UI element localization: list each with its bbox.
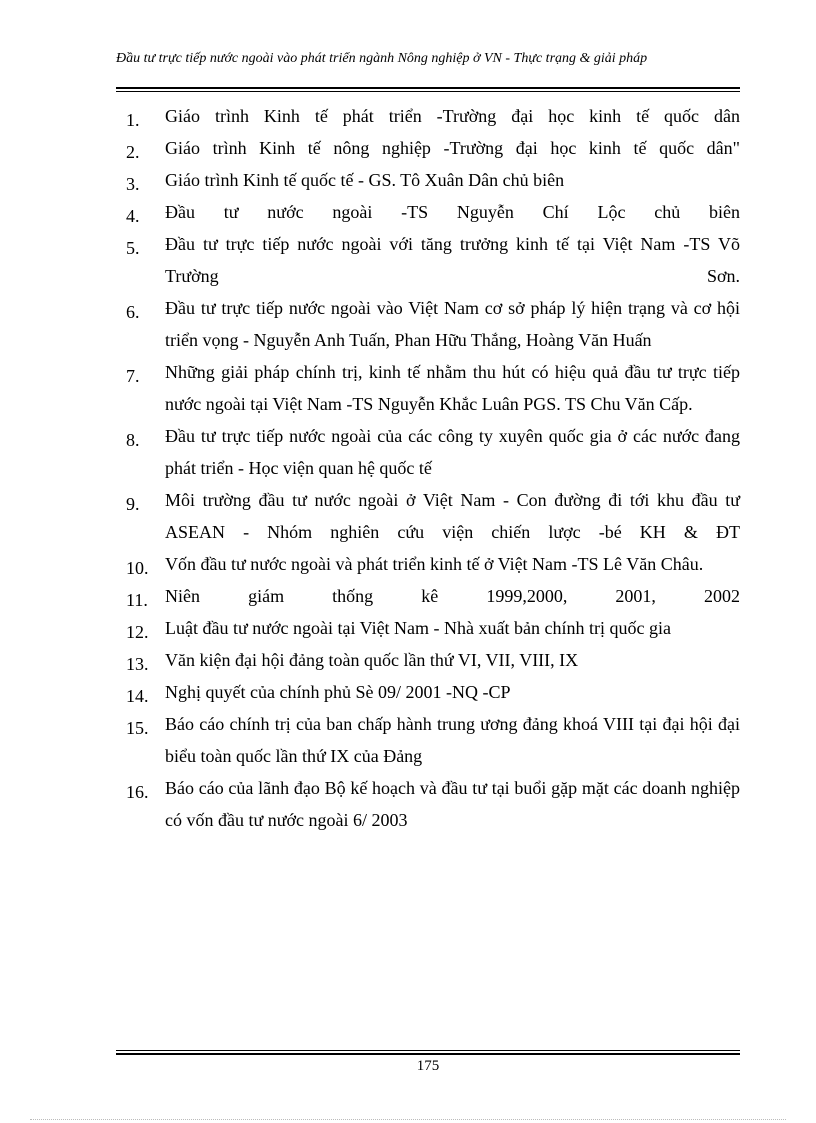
reference-text: Văn kiện đại hội đảng toàn quốc lần thứ VI, VII, VIII, IX: [165, 650, 579, 670]
reference-number: 12.: [126, 622, 149, 642]
reference-item: [116, 644, 740, 676]
reference-text: Giáo trình Kinh tế quốc tế - GS. Tô Xuân Dân chủ biên: [165, 170, 565, 190]
footer-rule: [116, 1053, 740, 1055]
reference-number: 6.: [126, 302, 140, 322]
reference-item: [116, 676, 740, 708]
reference-text: Niên giám thống kê 1999,2000, 2001, 2002: [165, 586, 740, 606]
reference-text: Những giải pháp chính trị, kinh tế nhằm thu hút có hiệu quả đầu tư trực tiếp nước ngoài tại Việt Nam -TS Nguyễn Khắc Luân PGS. TS Chu Văn Cấp.: [165, 362, 740, 414]
reference-item: [116, 772, 740, 836]
reference-text: Đầu tư trực tiếp nước ngoài với tăng trưởng kinh tế tại Việt Nam -TS Võ Trường Sơn.: [165, 234, 740, 286]
reference-text: Vốn đầu tư nước ngoài và phát triển kinh tế ở Việt Nam -TS Lê Văn Châu.: [165, 554, 704, 574]
reference-item: [116, 420, 740, 484]
reference-item: [116, 708, 740, 772]
page-bottom-divider: [30, 1119, 786, 1120]
reference-number: 1.: [126, 110, 140, 130]
reference-number: 7.: [126, 366, 140, 386]
footer-rule-thin: [116, 1050, 740, 1051]
reference-item: [116, 292, 740, 356]
header-rule: [116, 87, 740, 89]
reference-text: Giáo trình Kinh tế nông nghiệp -Trường đại học kinh tế quốc dân": [165, 138, 740, 158]
reference-text: Đầu tư trực tiếp nước ngoài của các công ty xuyên quốc gia ở các nước đang phát triển - Học viện quan hệ quốc tế: [165, 426, 740, 478]
reference-item: [116, 196, 740, 228]
reference-text: Báo cáo của lãnh đạo Bộ kế hoạch và đầu tư tại buổi gặp mặt các doanh nghiệp có vốn đầu tư nước ngoài 6/ 2003: [165, 778, 740, 830]
page-number: 175: [416, 1058, 440, 1074]
reference-item: [116, 548, 740, 580]
reference-number: 14.: [126, 686, 149, 706]
running-header: Đầu tư trực tiếp nước ngoài vào phát triển ngành Nông nghiệp ở VN - Thực trạng & giải pháp: [116, 51, 648, 66]
reference-number: 10.: [126, 558, 149, 578]
reference-text: Giáo trình Kinh tế phát triển -Trường đại học kinh tế quốc dân: [165, 106, 740, 126]
reference-item: [116, 356, 740, 420]
reference-list: [116, 100, 740, 836]
reference-item: [116, 164, 740, 196]
reference-number: 3.: [126, 174, 140, 194]
reference-number: 13.: [126, 654, 149, 674]
reference-number: 2.: [126, 142, 140, 162]
reference-number: 4.: [126, 206, 140, 226]
reference-number: 15.: [126, 718, 149, 738]
reference-text: Nghị quyết của chính phủ Sè 09/ 2001 -NQ -CP: [165, 682, 511, 702]
reference-item: [116, 484, 740, 548]
reference-text: Đầu tư trực tiếp nước ngoài vào Việt Nam cơ sở pháp lý hiện trạng và cơ hội triển vọng - Nguyễn Anh Tuấn, Phan Hữu Thắng, Hoàng Văn Huấn: [165, 298, 740, 350]
reference-item: [116, 612, 740, 644]
reference-number: 5.: [126, 238, 140, 258]
reference-text: Đầu tư nước ngoài -TS Nguyễn Chí Lộc chủ biên: [165, 202, 740, 222]
reference-text: Môi trường đầu tư nước ngoài ở Việt Nam - Con đường đi tới khu đầu tư ASEAN - Nhóm nghiên cứu viện chiến lược -bé KH & ĐT: [165, 490, 740, 542]
reference-number: 16.: [126, 782, 149, 802]
reference-item: [116, 132, 740, 164]
reference-number: 11.: [126, 590, 148, 610]
reference-item: [116, 228, 740, 292]
reference-item: [116, 100, 740, 132]
reference-number: 9.: [126, 494, 140, 514]
header-rule-thin: [116, 91, 740, 92]
reference-text: Báo cáo chính trị của ban chấp hành trung ương đảng khoá VIII tại đại hội đại biểu toàn quốc lần thứ IX của Đảng: [165, 714, 740, 766]
reference-text: Luật đầu tư nước ngoài tại Việt Nam - Nhà xuất bản chính trị quốc gia: [165, 618, 671, 638]
reference-number: 8.: [126, 430, 140, 450]
reference-item: [116, 580, 740, 612]
